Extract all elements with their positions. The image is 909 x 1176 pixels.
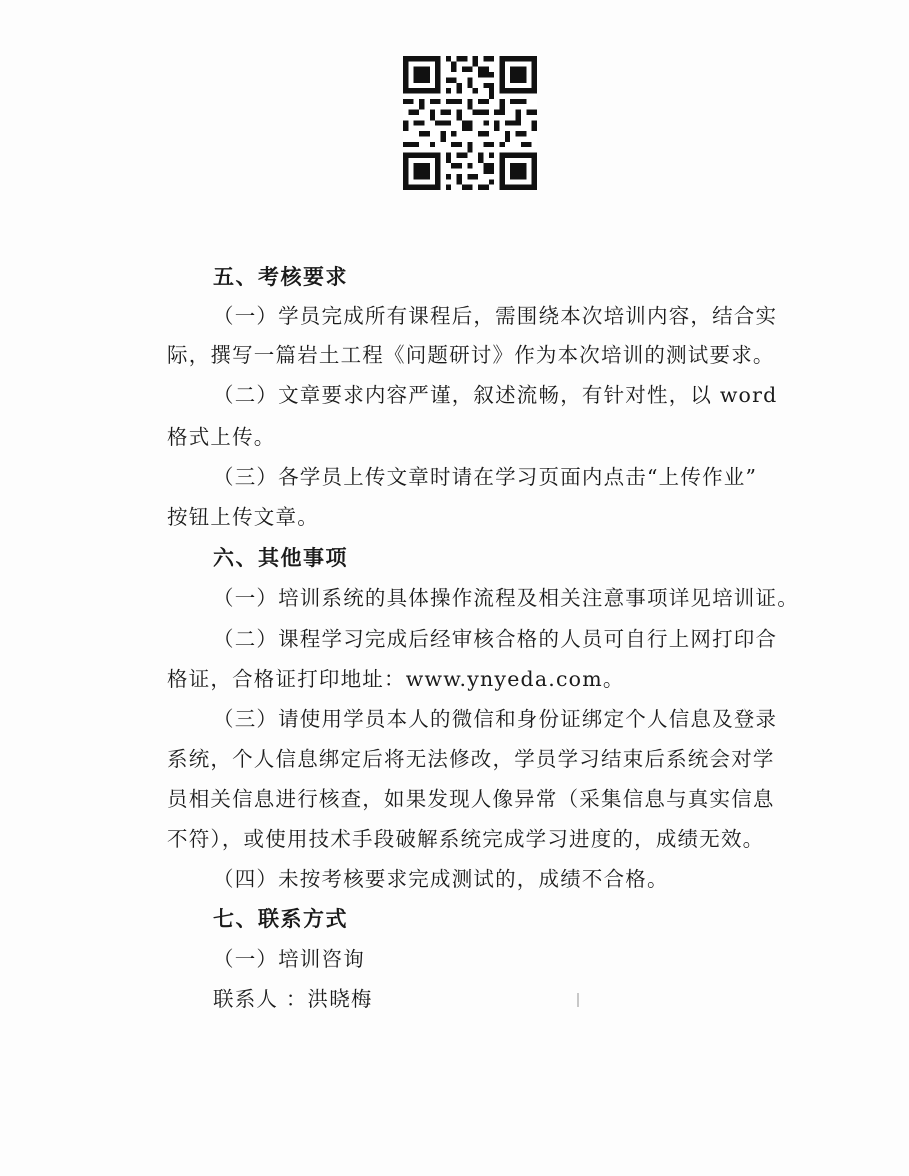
- qr-code-image: [403, 54, 537, 192]
- paragraph-line: 格式上传。: [167, 425, 276, 449]
- paragraph-line: （四）未按考核要求完成测试的，成绩不合格。: [213, 867, 669, 891]
- paragraph-line: 格证，合格证打印地址：www.ynyeda.com。: [167, 667, 625, 691]
- contact-person: 联系人 ：洪晓梅: [213, 987, 373, 1011]
- paragraph-line: （二）课程学习完成后经审核合格的人员可自行上网打印合: [213, 627, 778, 651]
- paragraph-line: 员相关信息进行核查，如果发现人像异常（采集信息与真实信息: [167, 787, 775, 811]
- section-heading-assessment: 五、考核要求: [213, 265, 348, 289]
- paragraph-line: 系统，个人信息绑定后将无法修改，学员学习结束后系统会对学: [167, 747, 775, 771]
- section-heading-contact: 七、联系方式: [213, 907, 348, 931]
- paragraph-line: （一）学员完成所有课程后，需围绕本次培训内容，结合实: [213, 304, 778, 328]
- paragraph-line: 际，撰写一篇岩土工程《问题研讨》作为本次培训的测试要求。: [167, 343, 775, 367]
- paragraph-line: 按钮上传文章。: [167, 505, 319, 529]
- paragraph-line: （一）培训系统的具体操作流程及相关注意事项详见培训证。: [213, 586, 799, 610]
- paragraph-line: （三）请使用学员本人的微信和身份证绑定个人信息及登录: [213, 707, 778, 731]
- paragraph-line: （三）各学员上传文章时请在学习页面内点击“上传作业”: [213, 465, 758, 489]
- paragraph-line: （二）文章要求内容严谨，叙述流畅，有针对性，以 word: [213, 383, 778, 407]
- scan-mark: [577, 993, 579, 1007]
- paragraph-line: 不符），或使用技术手段破解系统完成学习进度的，成绩无效。: [167, 827, 765, 851]
- paragraph-line: （一）培训咨询: [213, 947, 365, 971]
- section-heading-other-matters: 六、其他事项: [213, 546, 348, 570]
